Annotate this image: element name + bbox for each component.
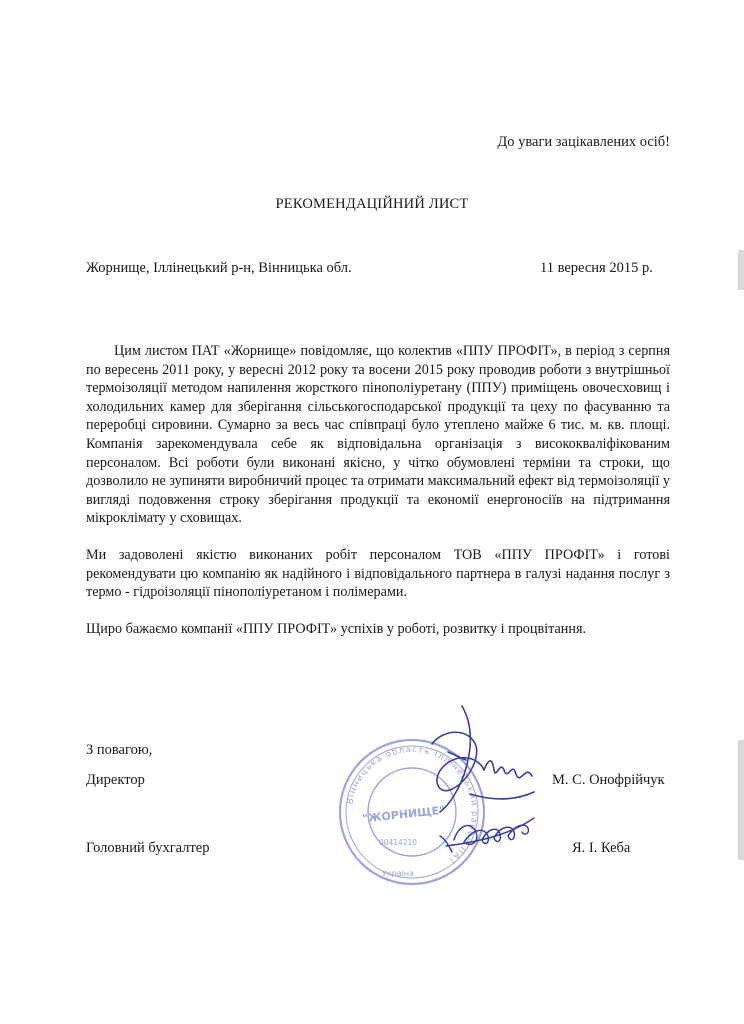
- date-line: 11 вересня 2015 р.: [540, 260, 653, 276]
- company-stamp: [340, 740, 484, 884]
- body-paragraph-2: Ми задоволені якістю виконаних робіт персоналом ТОВ «ППУ ПРОФІТ» і готові рекомендувати цю компанію як надійного і відповідального партнера в галузі надання послуг з термо - гідроізоляції пінополіуретаном і полімерами.: [86, 547, 670, 601]
- accountant-role: Головний бухгалтер: [86, 840, 210, 856]
- director-role: Директор: [86, 772, 145, 788]
- accountant-name: Я. І. Кеба: [572, 840, 631, 856]
- stamp-center-text: "ЖОРНИЩЕ": [361, 803, 446, 826]
- director-name: М. С. Онофрійчук: [552, 772, 665, 788]
- stamp-code-text: 00414210: [378, 838, 418, 847]
- place-line: Жорнище, Іллінецький р-н, Вінницька обл.: [86, 260, 352, 276]
- addressee-line: До уваги зацікавлених осіб!: [497, 134, 670, 150]
- stamp-bottom-text: Україна: [381, 869, 415, 878]
- letter-title: РЕКОМЕНДАЦІЙНИЙ ЛИСТ: [275, 196, 469, 212]
- stamp-ring-text: Вінницька область Іллінецький район ПАТ: [345, 744, 480, 867]
- body-paragraph-3: Щиро бажаємо компанії «ППУ ПРОФІТ» успіхів у роботі, розвитку і процвітання.: [86, 621, 587, 637]
- body-paragraph-1: Цим листом ПАТ «Жорнище» повідомляє, що колектив «ППУ ПРОФІТ», в період з серпня по вересень 2011 року, у вересні 2012 року та восени 2015 року проводив роботи з внутрішньої термоізоляції методом напилення жорсткого пінополіуретану (ППУ) приміщень овочесховищ і холодильних камер для зберігання сільськогосподарської продукції та цеху по фасуванню та переробці сировини. Сумарно за весь час співпраці було утеплено майже 6 тис. м. кв. площі. Компанія зарекомендувала себе як відповідальна організація з висококваліфікованим персоналом. Всі роботи були виконані якісно, у чітко обумовлені терміни та строки, що дозволило не зупиняти виробничий процес та отримати максимальний ефект від термоізоляції у вигляді подовження строку зберігання продукції та економії енергоносіїв на підтримання мікроклімату у сховищах.: [86, 343, 670, 527]
- closing-line: З повагою,: [86, 742, 153, 758]
